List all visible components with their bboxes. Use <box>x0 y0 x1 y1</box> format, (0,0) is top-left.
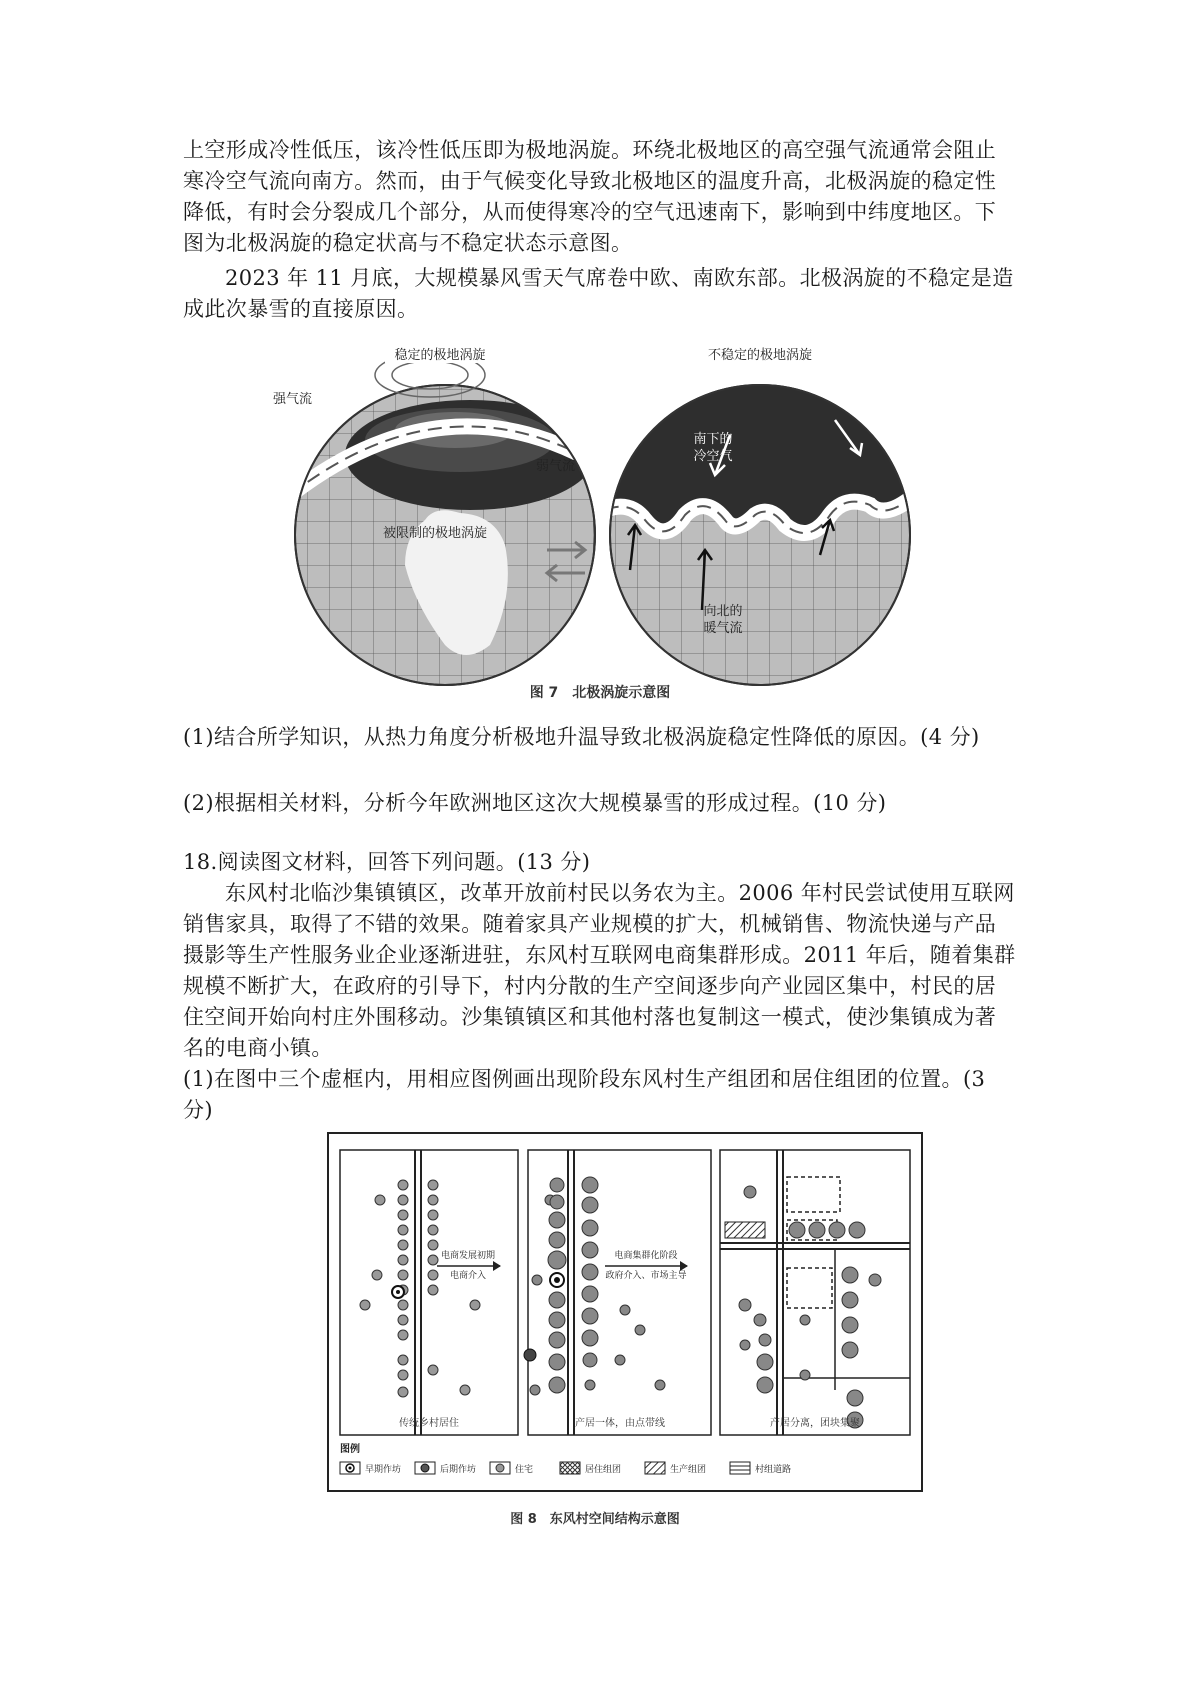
legend-title: 图例 <box>340 1444 360 1455</box>
southward-cold-label: 南下的 <box>693 432 733 447</box>
figure7-polar-vortex <box>273 345 915 705</box>
weak-airflow-label: 弱气流 <box>535 459 575 474</box>
legend-later-workshop: 后期作坊 <box>440 1465 477 1475</box>
q18-line: 规模不断扩大，在政府的引导下，村内分散的生产空间逐步向产业园区集中，村民的居 <box>183 974 997 998</box>
intro-line: 上空形成冷性低压，该冷性低压即为极地涡旋。环绕北极地区的高空强气流通常会阻止 <box>183 138 997 162</box>
q17-subquestions <box>183 722 1025 819</box>
legend-residence: 住宅 <box>515 1465 534 1475</box>
arrow1-bottom-label: 电商介入 <box>449 1271 487 1281</box>
intro-passage <box>183 135 1025 325</box>
q18-line: 摄影等生产性服务业企业逐渐进驻，东风村互联网电商集群形成。2011 年后，随着集群 <box>183 943 1016 967</box>
figure8-caption: 图 8 东风村空间结构示意图 <box>510 1512 680 1527</box>
figure8-village-structure <box>325 1130 925 1530</box>
intro-line: 图为北极涡旋的稳定状高与不稳定状态示意图。 <box>183 231 633 255</box>
q18-line: 名的电商小镇。 <box>183 1036 333 1060</box>
legend-early-workshop: 早期作坊 <box>365 1465 402 1475</box>
northward-warm-label: 暖气流 <box>703 621 743 636</box>
stable-vortex-title: 稳定的极地涡旋 <box>394 348 486 363</box>
q18-passage <box>183 847 1025 1126</box>
legend-production-cluster: 生产组团 <box>670 1465 707 1475</box>
legend-village-road: 村组道路 <box>755 1465 792 1475</box>
q18-line: 销售家具，取得了不错的效果。随着家具产业规模的扩大，机械销售、物流快递与产品 <box>183 912 997 936</box>
q18-q1: (1)在图中三个虚框内，用相应图例画出现阶段东风村生产组团和居住组团的位置。(3 <box>183 1067 986 1091</box>
strong-airflow-label: 强气流 <box>273 392 313 407</box>
stage2-label: 产居一体，由点带线 <box>575 1418 665 1429</box>
northward-warm-label: 向北的 <box>703 604 743 619</box>
legend-residential-cluster: 居住组团 <box>585 1465 622 1475</box>
arrow2-top-label: 电商集群化阶段 <box>614 1251 678 1261</box>
q18-q1: 分) <box>183 1098 213 1122</box>
stable-vortex-globe <box>273 343 605 705</box>
q18-header: 18.阅读图文材料，回答下列问题。(13 分) <box>183 850 591 874</box>
southward-cold-label: 冷空气 <box>693 449 733 464</box>
q18-line: 住空间开始向村庄外围移动。沙集镇镇区和其他村落也复制这一模式，使沙集镇成为著 <box>183 1005 997 1029</box>
intro-line: 成此次暴雪的直接原因。 <box>183 297 419 321</box>
stage3-label: 产居分离，团块集聚 <box>770 1418 860 1429</box>
figure7-caption: 图 7 北极涡旋示意图 <box>529 685 671 701</box>
intro-line: 寒冷空气流向南方。然而，由于气候变化导致北极地区的温度升高，北极涡旋的稳定性 <box>183 169 997 193</box>
stage1-label: 传统乡村居住 <box>399 1418 459 1429</box>
restricted-vortex-label: 被限制的极地涡旋 <box>382 526 488 541</box>
intro-line: 2023 年 11 月底，大规模暴风雪天气席卷中欧、南欧东部。北极涡旋的不稳定是造 <box>225 266 1014 290</box>
arrow2-bottom-label: 政府介入、市场主导 <box>605 1271 687 1281</box>
arrow1-top-label: 电商发展初期 <box>440 1251 496 1261</box>
q18-line: 东风村北临沙集镇镇区，改革开放前村民以务农为主。2006 年村民尝试使用互联网 <box>225 881 1015 905</box>
unstable-vortex-title: 不稳定的极地涡旋 <box>707 348 813 363</box>
q17-1: (1)结合所学知识，从热力角度分析极地升温导致北极涡旋稳定性降低的原因。(4 分) <box>183 725 980 749</box>
q17-2: (2)根据相关材料，分析今年欧洲地区这次大规模暴雪的形成过程。(10 分) <box>183 791 887 815</box>
intro-line: 降低，有时会分裂成几个部分，从而使得寒冷的空气迅速南下，影响到中纬度地区。下 <box>183 200 997 224</box>
